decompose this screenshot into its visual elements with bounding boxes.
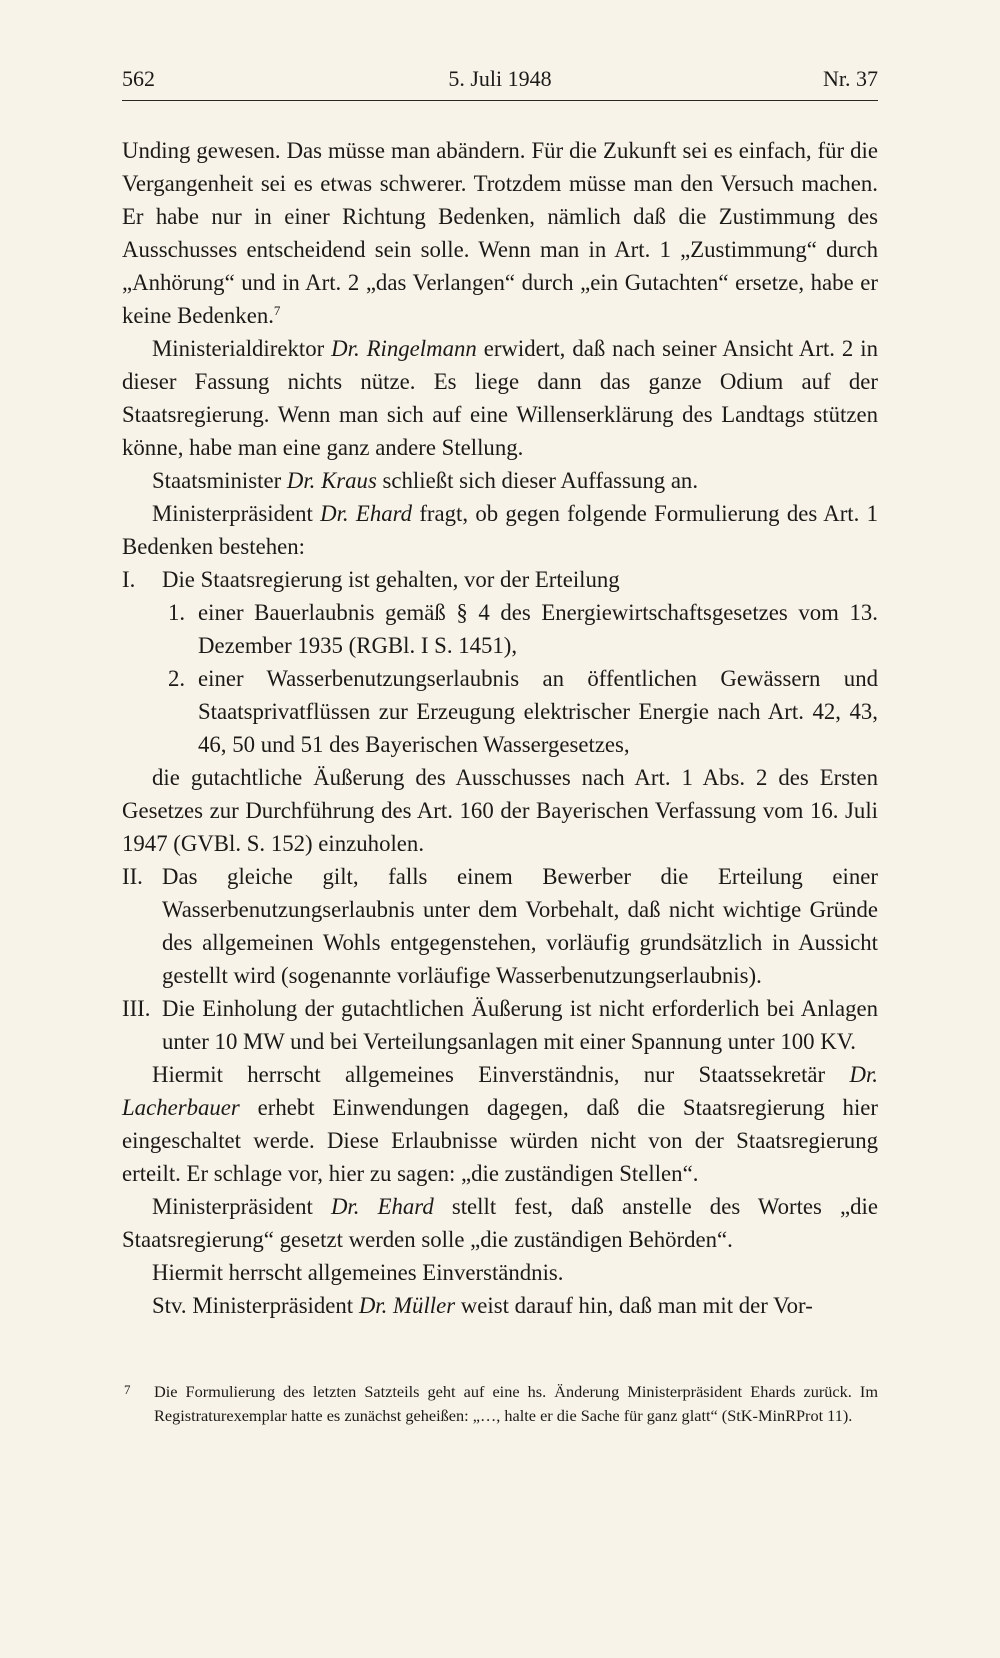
paragraph: Unding gewesen. Das müsse man abändern. Für die Zukunft sei es einfach, für die Vergangenheit sei es etwas schwerer. Trotzdem müsse man den Versuch machen. Er habe nur in einer Richtung Bedenken, nämlich daß die Zustimmung des Ausschusses entscheidend sein solle. Wenn man in Art. 1 „Zustimmung“ durch „Anhörung“ und in Art. 2 „das Verlangen“ durch „ein Gutachten“ ersetze, habe er keine Bedenken.$^7$ xyxy=(122,138,878,328)
list-number: 2. xyxy=(168,666,186,691)
paragraph: Stv. Ministerpräsident Dr. Müller weist darauf hin, daß man mit der Vor- xyxy=(152,1293,813,1318)
paragraph: Staatsminister Dr. Kraus schließt sich dieser Auffassung an. xyxy=(152,468,699,493)
list-item: III. Die Einholung der gutachtlichen Äußerung ist nicht erforderlich bei Anlagen unter 10 MW und bei Verteilungsanlagen mit einer Spannung unter 100 KV. xyxy=(122,992,878,1058)
list-item: I. Die Staatsregierung ist gehalten, vor der Erteilung xyxy=(122,563,878,596)
paragraph: Hiermit herrscht allgemeines Einverständnis, nur Staatssekretär Dr. Lacherbauer erhebt Einwendungen dagegen, daß die Staatsregierung hier eingeschaltet werde. Diese Erlaubnisse würden nicht von der Staatsregierung erteilt. Er schlage vor, hier zu sagen: „die zuständigen Stellen“. xyxy=(122,1062,878,1186)
footnote xyxy=(122,1380,878,1428)
speaker-name: Dr. Ringelmann xyxy=(331,336,477,361)
list-item: II. Das gleiche gilt, falls einem Bewerber die Erteilung einer Wasserbenutzungserlaubnis unter dem Vorbehalt, daß nicht wichtige Gründe des allgemeinen Wohls entgegenstehen, vorläufig grundsätzlich in Aussicht gestellt wird (sogenannte vorläufige Wasserbenutzungserlaubnis). xyxy=(122,860,878,992)
sub-list-item: 1. einer Bauerlaubnis gemäß § 4 des Energiewirtschaftsgesetzes vom 13. Dezember 1935 (RGBl. I S. 1451), xyxy=(122,596,878,662)
list-number: III. xyxy=(122,996,151,1021)
main-text xyxy=(122,134,878,1322)
speaker-name: Dr. Ehard xyxy=(320,501,413,526)
paragraph: Hiermit herrscht allgemeines Einverständnis. xyxy=(152,1260,564,1285)
footnote-text: Die Formulierung des letzten Satzteils geht auf eine hs. Änderung Ministerpräsident Ehards zurück. Im Registraturexemplar hatte es zunächst geheißen: „…, halte er die Sache für ganz glatt“ (StK-MinRProt 11). xyxy=(154,1382,878,1425)
list-number: 1. xyxy=(168,600,186,625)
paragraph: Ministerpräsident Dr. Ehard fragt, ob gegen folgende Formulierung des Art. 1 Bedenken bestehen: xyxy=(122,501,878,559)
list-number: I. xyxy=(122,567,136,592)
speaker-name: Dr. Kraus xyxy=(286,468,377,493)
list-continuation: die gutachtliche Äußerung des Ausschusses nach Art. 1 Abs. 2 des Ersten Gesetzes zur Durchführung des Art. 160 der Bayerischen Verfassung vom 16. Juli 1947 (GVBl. S. 152) einzuholen. xyxy=(122,765,878,856)
issue-number: Nr. 37 xyxy=(823,66,878,91)
page-number: 562 xyxy=(122,66,155,91)
sub-list-item: 2. einer Wasserbenutzungserlaubnis an öffentlichen Gewässern und Staatsprivatflüssen zur Erzeugung elektrischer Energie nach Art. 42, 43, 46, 50 und 51 des Bayerischen Wassergesetzes, xyxy=(122,662,878,761)
paragraph: Ministerialdirektor Dr. Ringelmann erwidert, daß nach seiner Ansicht Art. 2 in dieser Fassung nichts nütze. Es liege dann das ganze Odium auf der Staatsregierung. Wenn man sich auf eine Willenserklärung des Landtags stützen könne, habe man eine ganz andere Stellung. xyxy=(122,336,878,460)
speaker-name: Dr. Müller xyxy=(358,1293,456,1318)
speaker-name: Dr. Ehard xyxy=(330,1194,434,1219)
footnote-mark: 7 xyxy=(124,1382,131,1397)
list-number: II. xyxy=(122,864,143,889)
speaker-name: Dr. Lacherbauer xyxy=(122,1062,878,1120)
paragraph: Ministerpräsident Dr. Ehard stellt fest, daß anstelle des Wortes „die Staatsregierung“ gesetzt werden solle „die zuständigen Behörden“. xyxy=(122,1194,878,1252)
page-header xyxy=(122,62,878,101)
footnote-reference: 7 xyxy=(273,303,281,318)
header-date: 5. Juli 1948 xyxy=(448,66,552,91)
